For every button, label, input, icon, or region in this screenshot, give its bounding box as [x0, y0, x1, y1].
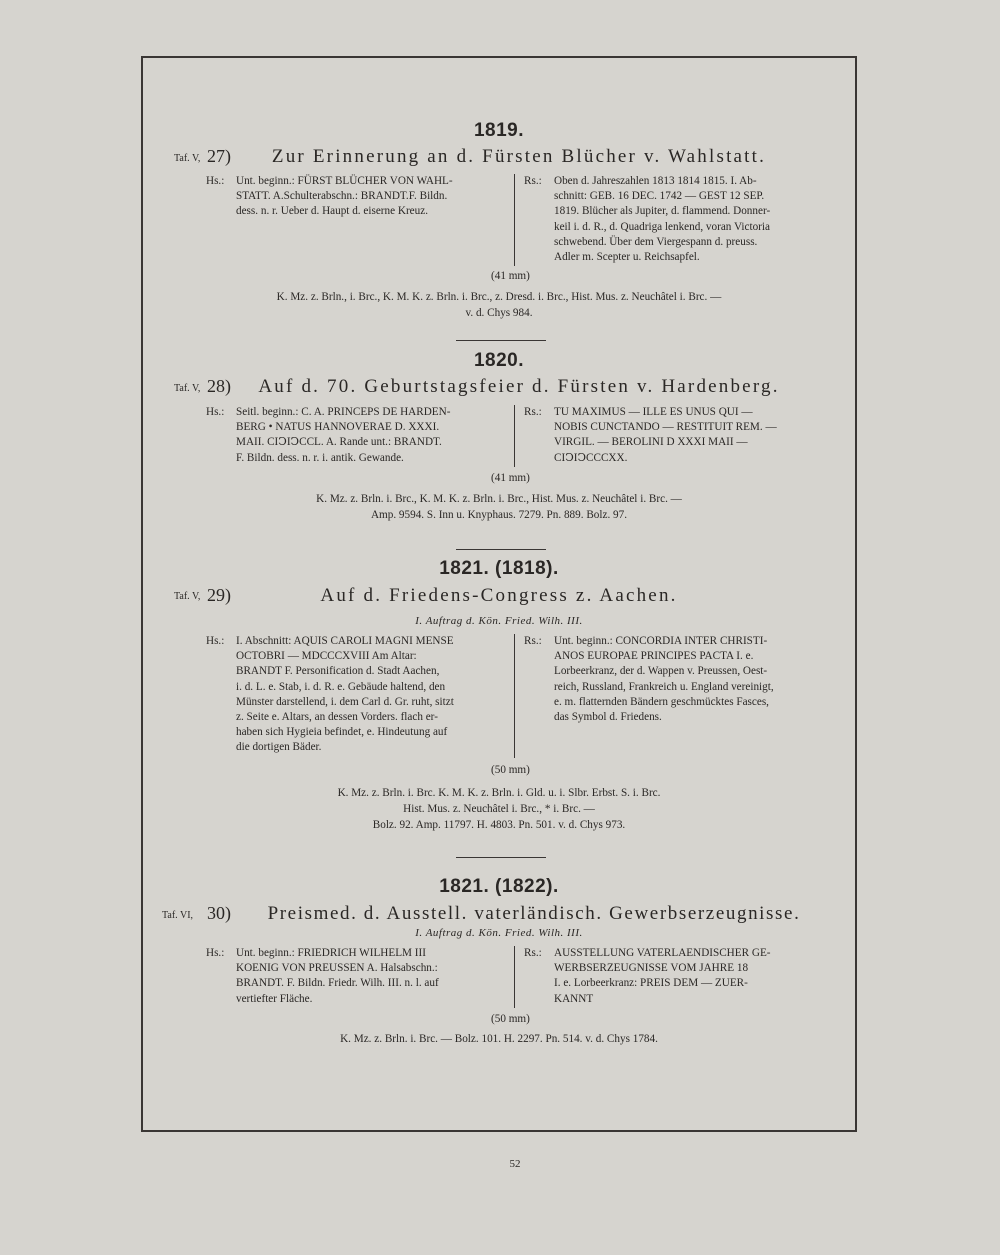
hs-line: Seitl. beginn.: C. A. PRINCEPS DE HARDEN-: [236, 406, 451, 418]
rs-column: [524, 174, 824, 265]
rs-line: WERBSERZEUGNISSE VOM JAHRE 18: [554, 962, 749, 975]
references: [143, 491, 855, 523]
entry-year: 1820.: [473, 350, 525, 371]
rs-label: Rs.:: [524, 175, 542, 187]
reference-line: Amp. 9594. S. Inn u. Knyphaus. 7279. Pn. 889. Bolz. 97.: [370, 509, 628, 521]
column-divider: [514, 405, 515, 467]
diameter: (41 mm): [491, 270, 530, 282]
hs-label: Hs.:: [206, 635, 225, 647]
page-number: 52: [509, 1158, 521, 1170]
rs-column: [524, 634, 824, 725]
hs-line: OCTOBRI — MDCCCXVIII Am Altar:: [236, 650, 417, 663]
taf-ref: Taf. V,: [174, 591, 201, 602]
hs-line: dess. n. r. Ueber d. Haupt d. eiserne Kreuz.: [236, 205, 428, 218]
hs-line: I. Abschnitt: AQUIS CAROLI MAGNI MENSE: [236, 635, 454, 647]
rs-line: schnitt: GEB. 16 DEC. 1742 — GEST 12 SEP.: [554, 190, 765, 203]
rs-column: [524, 946, 824, 1007]
hs-line: STATT. A.Schulterabschn.: BRANDT.F. Bildn.: [236, 190, 448, 203]
entry-title: Auf d. Friedens-Congress z. Aachen.: [320, 585, 678, 606]
entry-year: 1819.: [473, 120, 525, 141]
diameter: (50 mm): [491, 764, 530, 776]
taf-ref: Taf. V,: [174, 153, 201, 164]
entry-year: 1821. (1818).: [439, 558, 559, 579]
references: [143, 785, 855, 833]
diameter: (50 mm): [491, 1013, 530, 1025]
hs-label: Hs.:: [206, 406, 225, 418]
section-divider: [456, 857, 546, 858]
entry-commission: I. Auftrag d. Kön. Fried. Wilh. III.: [415, 927, 583, 939]
reference-line: K. Mz. z. Brln. i. Brc., K. M. K. z. Brln. i. Brc., Hist. Mus. z. Neuchâtel i. Brc. —: [316, 493, 682, 505]
hs-line: BRANDT F. Personification d. Stadt Aachen,: [236, 665, 440, 678]
rs-line: keil i. d. R., d. Quadriga lenkend, voran Victoria: [554, 220, 770, 233]
rs-column: [524, 405, 824, 466]
hs-label: Hs.:: [206, 947, 225, 959]
hs-column: [206, 946, 506, 1007]
entry-number: 30): [207, 903, 231, 923]
rs-line: ANOS EUROPAE PRINCIPES PACTA I. e.: [554, 650, 754, 663]
hs-line: Unt. beginn.: FRIEDRICH WILHELM III: [236, 947, 426, 959]
hs-line: z. Seite e. Altars, an dessen Vorders. flach er-: [236, 711, 438, 724]
rs-line: Unt. beginn.: CONCORDIA INTER CHRISTI-: [554, 635, 768, 647]
rs-line: KANNT: [554, 992, 594, 1005]
reference-line: K. Mz. z. Brln., i. Brc., K. M. K. z. Brln. i. Brc., z. Dresd. i. Brc., Hist. Mus. z. Neuchâtel i. Brc. —: [276, 291, 722, 303]
reference-line: K. Mz. z. Brln. i. Brc. K. M. K. z. Brln. i. Gld. u. i. Slbr. Erbst. S. i. Brc.: [337, 787, 661, 799]
rs-label: Rs.:: [524, 947, 542, 959]
column-divider: [514, 174, 515, 266]
reference-line: v. d. Chys 984.: [465, 307, 533, 319]
entry-title: Zur Erinnerung an d. Fürsten Blücher v. Wahlstatt.: [271, 146, 767, 167]
rs-line: TU MAXIMUS — ILLE ES UNUS QUI —: [554, 406, 753, 418]
hs-line: Unt. beginn.: FÜRST BLÜCHER VON WAHL-: [236, 175, 453, 187]
hs-line: vertiefter Fläche.: [236, 992, 313, 1005]
entry-year: 1821. (1822).: [439, 876, 559, 897]
hs-line: BRANDT. F. Bildn. Friedr. Wilh. III. n. l. auf: [236, 977, 439, 990]
rs-line: Lorbeerkranz, der d. Wappen v. Preussen, Oest-: [554, 665, 768, 678]
page-frame: [141, 56, 857, 1132]
rs-line: VIRGIL. — BEROLINI D XXXI MAII —: [554, 436, 748, 449]
hs-line: KOENIG VON PREUSSEN A. Halsabschn.:: [236, 962, 438, 975]
rs-line: das Symbol d. Friedens.: [554, 711, 662, 724]
taf-ref: Taf. V,: [174, 383, 201, 394]
section-divider: [456, 340, 546, 341]
hs-column: [206, 174, 506, 220]
entry-number: 29): [207, 585, 231, 605]
hs-line: Münster darstellend, i. dem Carl d. Gr. ruht, sitzt: [236, 695, 454, 708]
taf-ref: Taf. VI,: [162, 910, 194, 921]
hs-line: die dortigen Bäder.: [236, 741, 322, 754]
rs-label: Rs.:: [524, 406, 542, 418]
rs-line: schwebend. Über dem Viergespann d. preuss.: [554, 235, 758, 248]
diameter: (41 mm): [491, 472, 530, 484]
entry-title: Auf d. 70. Geburtstagsfeier d. Fürsten v. Hardenberg.: [258, 376, 780, 397]
column-divider: [514, 946, 515, 1008]
rs-line: CIↃIↃCCCXX.: [554, 451, 628, 464]
entry-title: Preismed. d. Ausstell. vaterländisch. Gewerbserzeugnisse.: [267, 903, 801, 924]
rs-line: Adler m. Scepter u. Reichsapfel.: [554, 251, 700, 264]
rs-label: Rs.:: [524, 635, 542, 647]
hs-line: BERG • NATUS HANNOVERAE D. XXXI.: [236, 421, 440, 434]
rs-line: AUSSTELLUNG VATERLAENDISCHER GE-: [554, 947, 771, 959]
column-divider: [514, 634, 515, 758]
rs-line: NOBIS CUNCTANDO — RESTITUIT REM. —: [554, 421, 777, 434]
rs-line: reich, Russland, Frankreich u. England vereinigt,: [554, 680, 774, 693]
entry-commission: I. Auftrag d. Kön. Fried. Wilh. III.: [415, 615, 583, 627]
hs-column: [206, 405, 506, 466]
hs-column: [206, 634, 506, 756]
hs-line: haben sich Hygieia befindet, e. Hindeutung auf: [236, 726, 448, 739]
entry-number: 28): [207, 376, 231, 396]
hs-label: Hs.:: [206, 175, 225, 187]
entry-number: 27): [207, 146, 231, 166]
rs-line: 1819. Blücher als Jupiter, d. flammend. Donner-: [554, 205, 771, 218]
hs-line: i. d. L. e. Stab, i. d. R. e. Gebäude haltend, den: [236, 680, 446, 693]
references: [143, 289, 855, 321]
reference-line: Bolz. 92. Amp. 11797. H. 4803. Pn. 501. v. d. Chys 973.: [372, 819, 626, 831]
rs-line: e. m. flatternden Bändern geschmücktes Fasces,: [554, 695, 769, 708]
rs-line: Oben d. Jahreszahlen 1813 1814 1815. I. Ab-: [554, 175, 757, 187]
section-divider: [456, 549, 546, 550]
reference-line: Hist. Mus. z. Neuchâtel i. Brc., * i. Brc. —: [403, 803, 595, 815]
hs-line: F. Bildn. dess. n. r. i. antik. Gewande.: [236, 451, 404, 464]
hs-line: MAII. CIↃIↃCCL. A. Rande unt.: BRANDT.: [236, 436, 442, 449]
reference-line: K. Mz. z. Brln. i. Brc. — Bolz. 101. H. 2297. Pn. 514. v. d. Chys 1784.: [340, 1033, 658, 1045]
rs-line: I. e. Lorbeerkranz: PREIS DEM — ZUER-: [554, 977, 748, 990]
references: [143, 1031, 855, 1047]
